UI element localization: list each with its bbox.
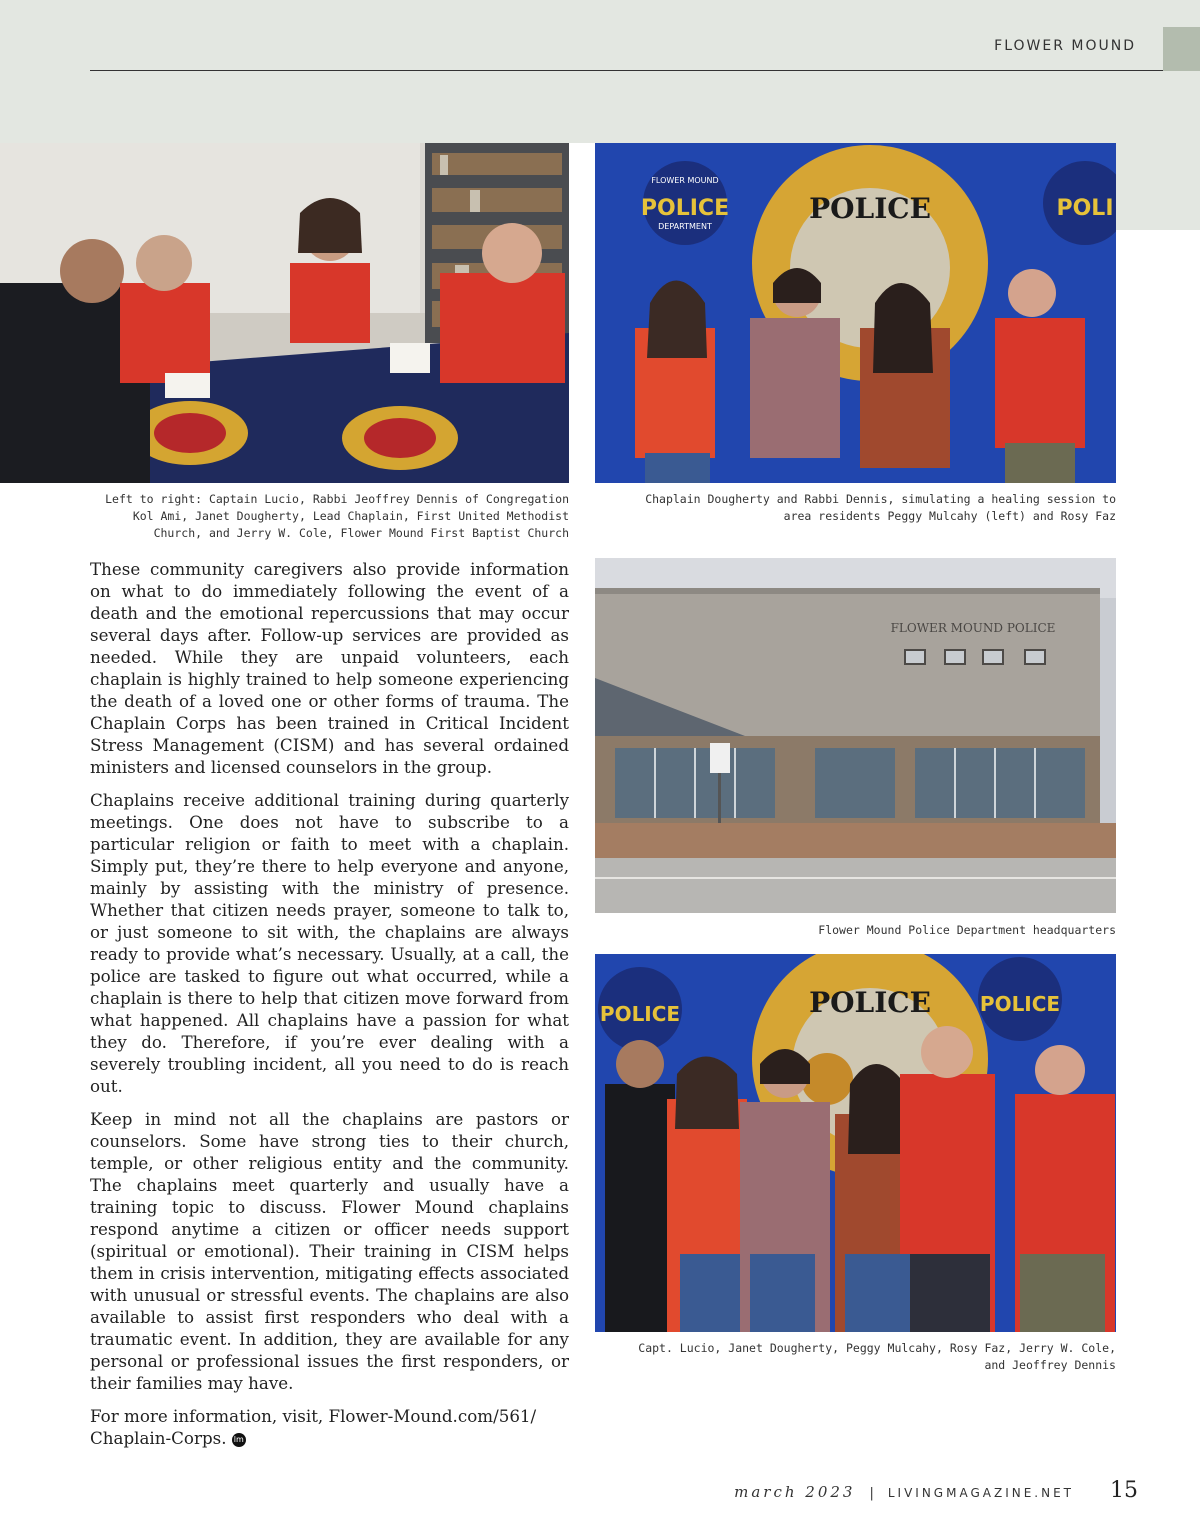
svg-text:POLICE: POLICE [599,1002,681,1026]
logo-main-text: POLICE [640,196,730,221]
article-paragraph: Keep in mind not all the chaplains are pastors or counselors. Some have strong ties to their church, temple, or other religious entity and the community. The chaplains meet quarterly and usually have a training topic to discuss. Flower Mound chaplains respond anytime a citizen or officer needs support (spiritual or emotional). Their training in CISM helps them in crisis intervention, mitigating effects associated with unusual or stressful events. The chaplains are also available to assist first responders who deal with a traumatic event. In addition, they are available for any personal or professional issues the first responders, or their families may have. [90,1109,569,1393]
corner-tab [1163,27,1200,71]
page-footer [734,1478,1138,1503]
backdrop-badge-text: POLICE [809,192,931,225]
article-paragraph: These community caregivers also provide information on what to do immediately following the event of a death and the emotional repercussions that may occur several days after. Follow-up services are provided as needed. While they are unpaid volunteers, each chaplain is highly trained to help someone experiencing the death of a loved one or other forms of trauma. The Chaplain Corps has been trained in Critical Incident Stress Management (CISM) and has several ordained ministers and licensed counselors in the group. [90,559,569,777]
svg-text:POLICE: POLICE [809,986,931,1019]
footer-separator: | [869,1486,874,1501]
photo-caption-healing: Chaplain Dougherty and Rabbi Dennis, simulating a healing session to area residents Peggy Mulcahy (left) and Rosy Faz [645,492,1116,523]
footer-site: LIVINGMAGAZINE.NET [887,1486,1074,1500]
footer-issue: march 2023 [734,1483,856,1501]
photo-caption-headquarters: Flower Mound Police Department headquarters [818,923,1116,937]
photo-headquarters [595,558,1116,913]
photo-caption-meeting: Left to right: Captain Lucio, Rabbi Jeoffrey Dennis of Congregation Kol Ami, Janet Dougherty, Lead Chaplain, First United Methodist Church, and Jerry W. Cole, Flower Mound First Baptist Church [105,492,569,540]
section-label: FLOWER MOUND [994,38,1136,54]
photo-chaplain-meeting [0,143,569,483]
logo-top-text: FLOWER MOUND [651,176,719,185]
headquarters-sign: FLOWER MOUND POLICE [890,621,1056,635]
article-closing-paragraph [90,1405,569,1449]
page-number: 15 [1110,1478,1138,1503]
article-paragraph: Chaplains receive additional training during quarterly meetings. One does not have to subscribe to a particular religion or faith to meet with a chaplain. Simply put, they’re there to help everyone and anyone, mainly by assisting with the ministry of presence. Whether that citizen needs prayer, someone to talk to, or just someone to sit with, the chaplains are always ready to provide what’s necessary. Usually, at a call, the police are tasked to figure out what occurred, while a chaplain is there to help that citizen move forward from what happened. All chaplains have a passion for what they do. Therefore, if you’re ever dealing with a severely troubling incident, all you need to do is reach out. [90,790,569,1096]
header-band-extension [1115,143,1200,230]
svg-text:POLICE: POLICE [979,992,1061,1016]
header-band [0,0,1200,143]
svg-text:POLI: POLI [1056,196,1114,221]
article-body [90,558,569,1460]
photo-chaplain-group [595,954,1116,1332]
article-closing-text: For more information, visit, Flower-Mound.com/561/ Chaplain-Corps. [90,1406,537,1448]
end-mark-icon: lm [232,1433,246,1447]
photo-healing-session [595,143,1116,483]
header-rule [90,70,1163,71]
photo-caption-group: Capt. Lucio, Janet Dougherty, Peggy Mulcahy, Rosy Faz, Jerry W. Cole, and Jeoffrey Dennis [638,1341,1116,1372]
logo-bottom-text: DEPARTMENT [658,222,712,231]
